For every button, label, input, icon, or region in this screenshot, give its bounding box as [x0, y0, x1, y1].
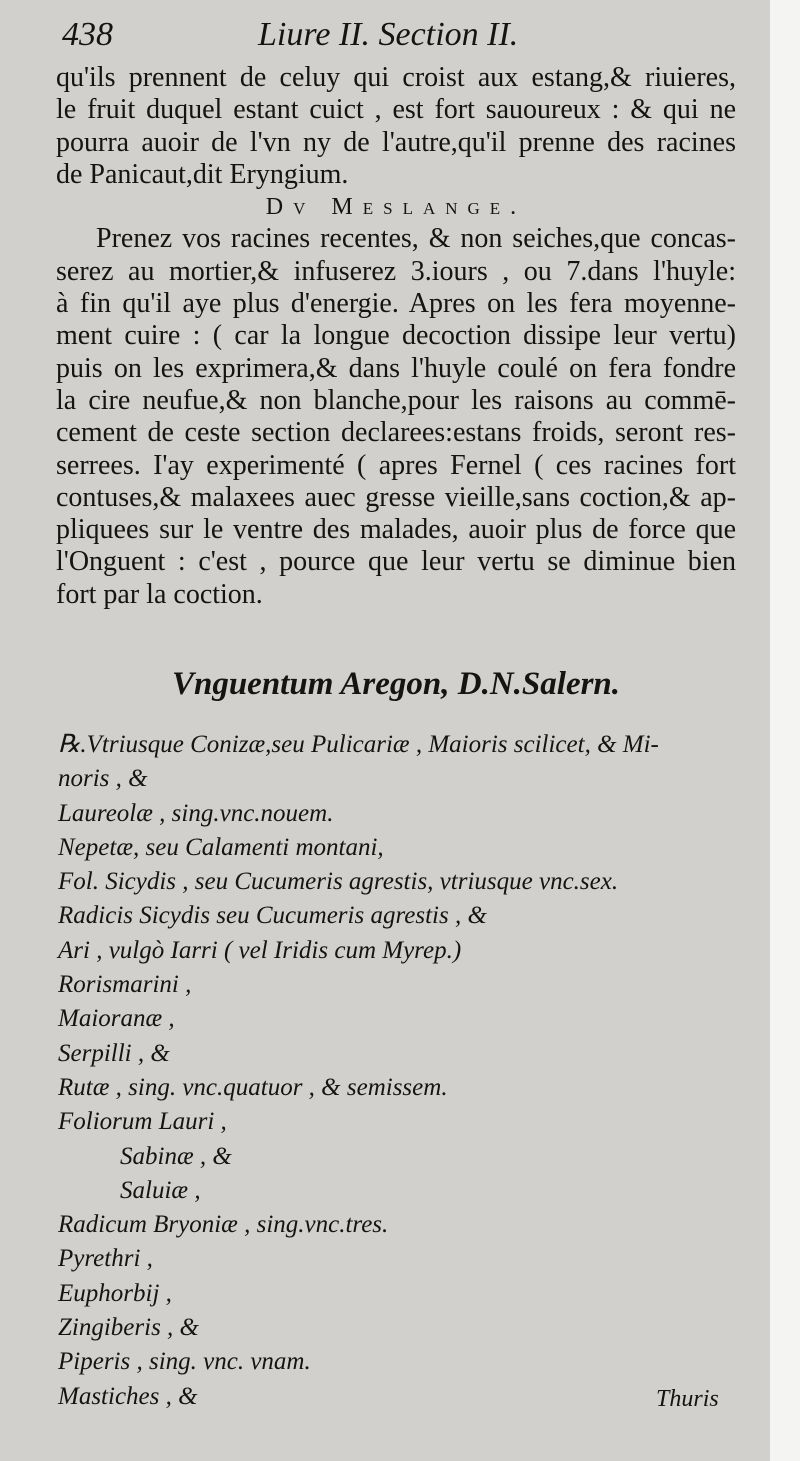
text-line: pliquees sur le ventre des malades, auoir plus de force que [56, 514, 736, 546]
ingredient-line: Fol. Sicydis , seu Cucumeris agrestis, vtriusque vnc.sex. [58, 868, 619, 896]
ingredient-line: Piperis , sing. vnc. vnam. [58, 1348, 311, 1376]
text-line: ment cuire : ( car la longue decoction dissipe leur vertu) [56, 320, 736, 352]
ingredient-line: noris , & [58, 765, 148, 793]
text-line: serez au mortier,& infuserez 3.iours , ou 7.dans l'huyle: [56, 255, 736, 287]
text-line: Prenez vos racines recentes, & non seiches,que concas- [96, 223, 736, 255]
text-line: qu'ils prennent de celuy qui croist aux estang,& riuieres, [56, 62, 736, 93]
ingredient-line: Ari , vulgò Iarri ( vel Iridis cum Myrep.) [58, 936, 462, 964]
text-line: puis on les exprimera,& dans l'huyle coulé on fera fondre [56, 352, 736, 384]
text-line: le fruit duquel estant cuict , est fort sauoureux : & qui ne [56, 94, 736, 126]
ingredient-line: Euphorbij , [58, 1279, 172, 1307]
page-number: 438 [62, 16, 113, 53]
ingredient-line: Foliorum Lauri , [58, 1108, 227, 1136]
ingredient-line: Mastiches , & [58, 1382, 198, 1410]
ingredient-line: Saluiæ , [120, 1176, 201, 1204]
text-line: pourra auoir de l'vn ny de l'autre,qu'il prenne des racines [56, 126, 736, 158]
ingredient-line: ℞.Vtriusque Conizæ,seu Pulicariæ , Maioris scilicet, & Mi- [58, 731, 659, 758]
ingredient-line: Nepetæ, seu Calamenti montani, [58, 833, 384, 861]
text-line: cement de ceste section declarees:estans froids, seront res- [56, 417, 736, 449]
text-line: fort par la coction. [56, 578, 263, 610]
text-line: l'Onguent : c'est , pource que leur vertu se diminue bien [56, 546, 736, 578]
text-line: serrees. I'ay experimenté ( apres Fernel ( ces racines fort [56, 449, 736, 481]
running-title: Liure II. Section II. [258, 16, 519, 53]
ingredient-line: Serpilli , & [58, 1039, 170, 1067]
ingredient-line: Rorismarini , [58, 971, 192, 999]
body-text [56, 62, 736, 611]
page-margin-strip [770, 0, 800, 1461]
ingredient-line: Zingiberis , & [58, 1314, 199, 1342]
ingredient-line: Sabinæ , & [120, 1142, 232, 1170]
text-line: la cire neufue,& non blanche,pour les raisons au commē- [56, 384, 736, 416]
page-header [60, 16, 750, 56]
ingredient-line: Radicum Bryoniæ , sing.vnc.tres. [58, 1211, 389, 1239]
text-line: à fin qu'il aye plus d'energie. Apres on les fera moyenne- [56, 288, 736, 320]
ingredient-list [58, 728, 748, 1414]
recipe-title: Vnguentum Aregon, D.N.Salern. [171, 666, 621, 702]
text-line: de Panicaut,dit Eryngium. [56, 158, 349, 190]
ingredient-line: Laureolæ , sing.vnc.nouem. [58, 799, 334, 827]
ingredient-line: Maioranæ , [58, 1005, 175, 1033]
ingredient-line: Pyrethri , [58, 1245, 153, 1273]
section-heading: Dv Meslange. [265, 194, 527, 221]
text-line: contuses,& malaxees auec gresse vieille,sans coction,& ap- [56, 481, 736, 513]
ingredient-line: Radicis Sicydis seu Cucumeris agrestis , & [58, 902, 487, 930]
ingredient-line: Rutæ , sing. vnc.quatuor , & semissem. [58, 1073, 448, 1101]
catchword: Thuris [656, 1386, 719, 1412]
